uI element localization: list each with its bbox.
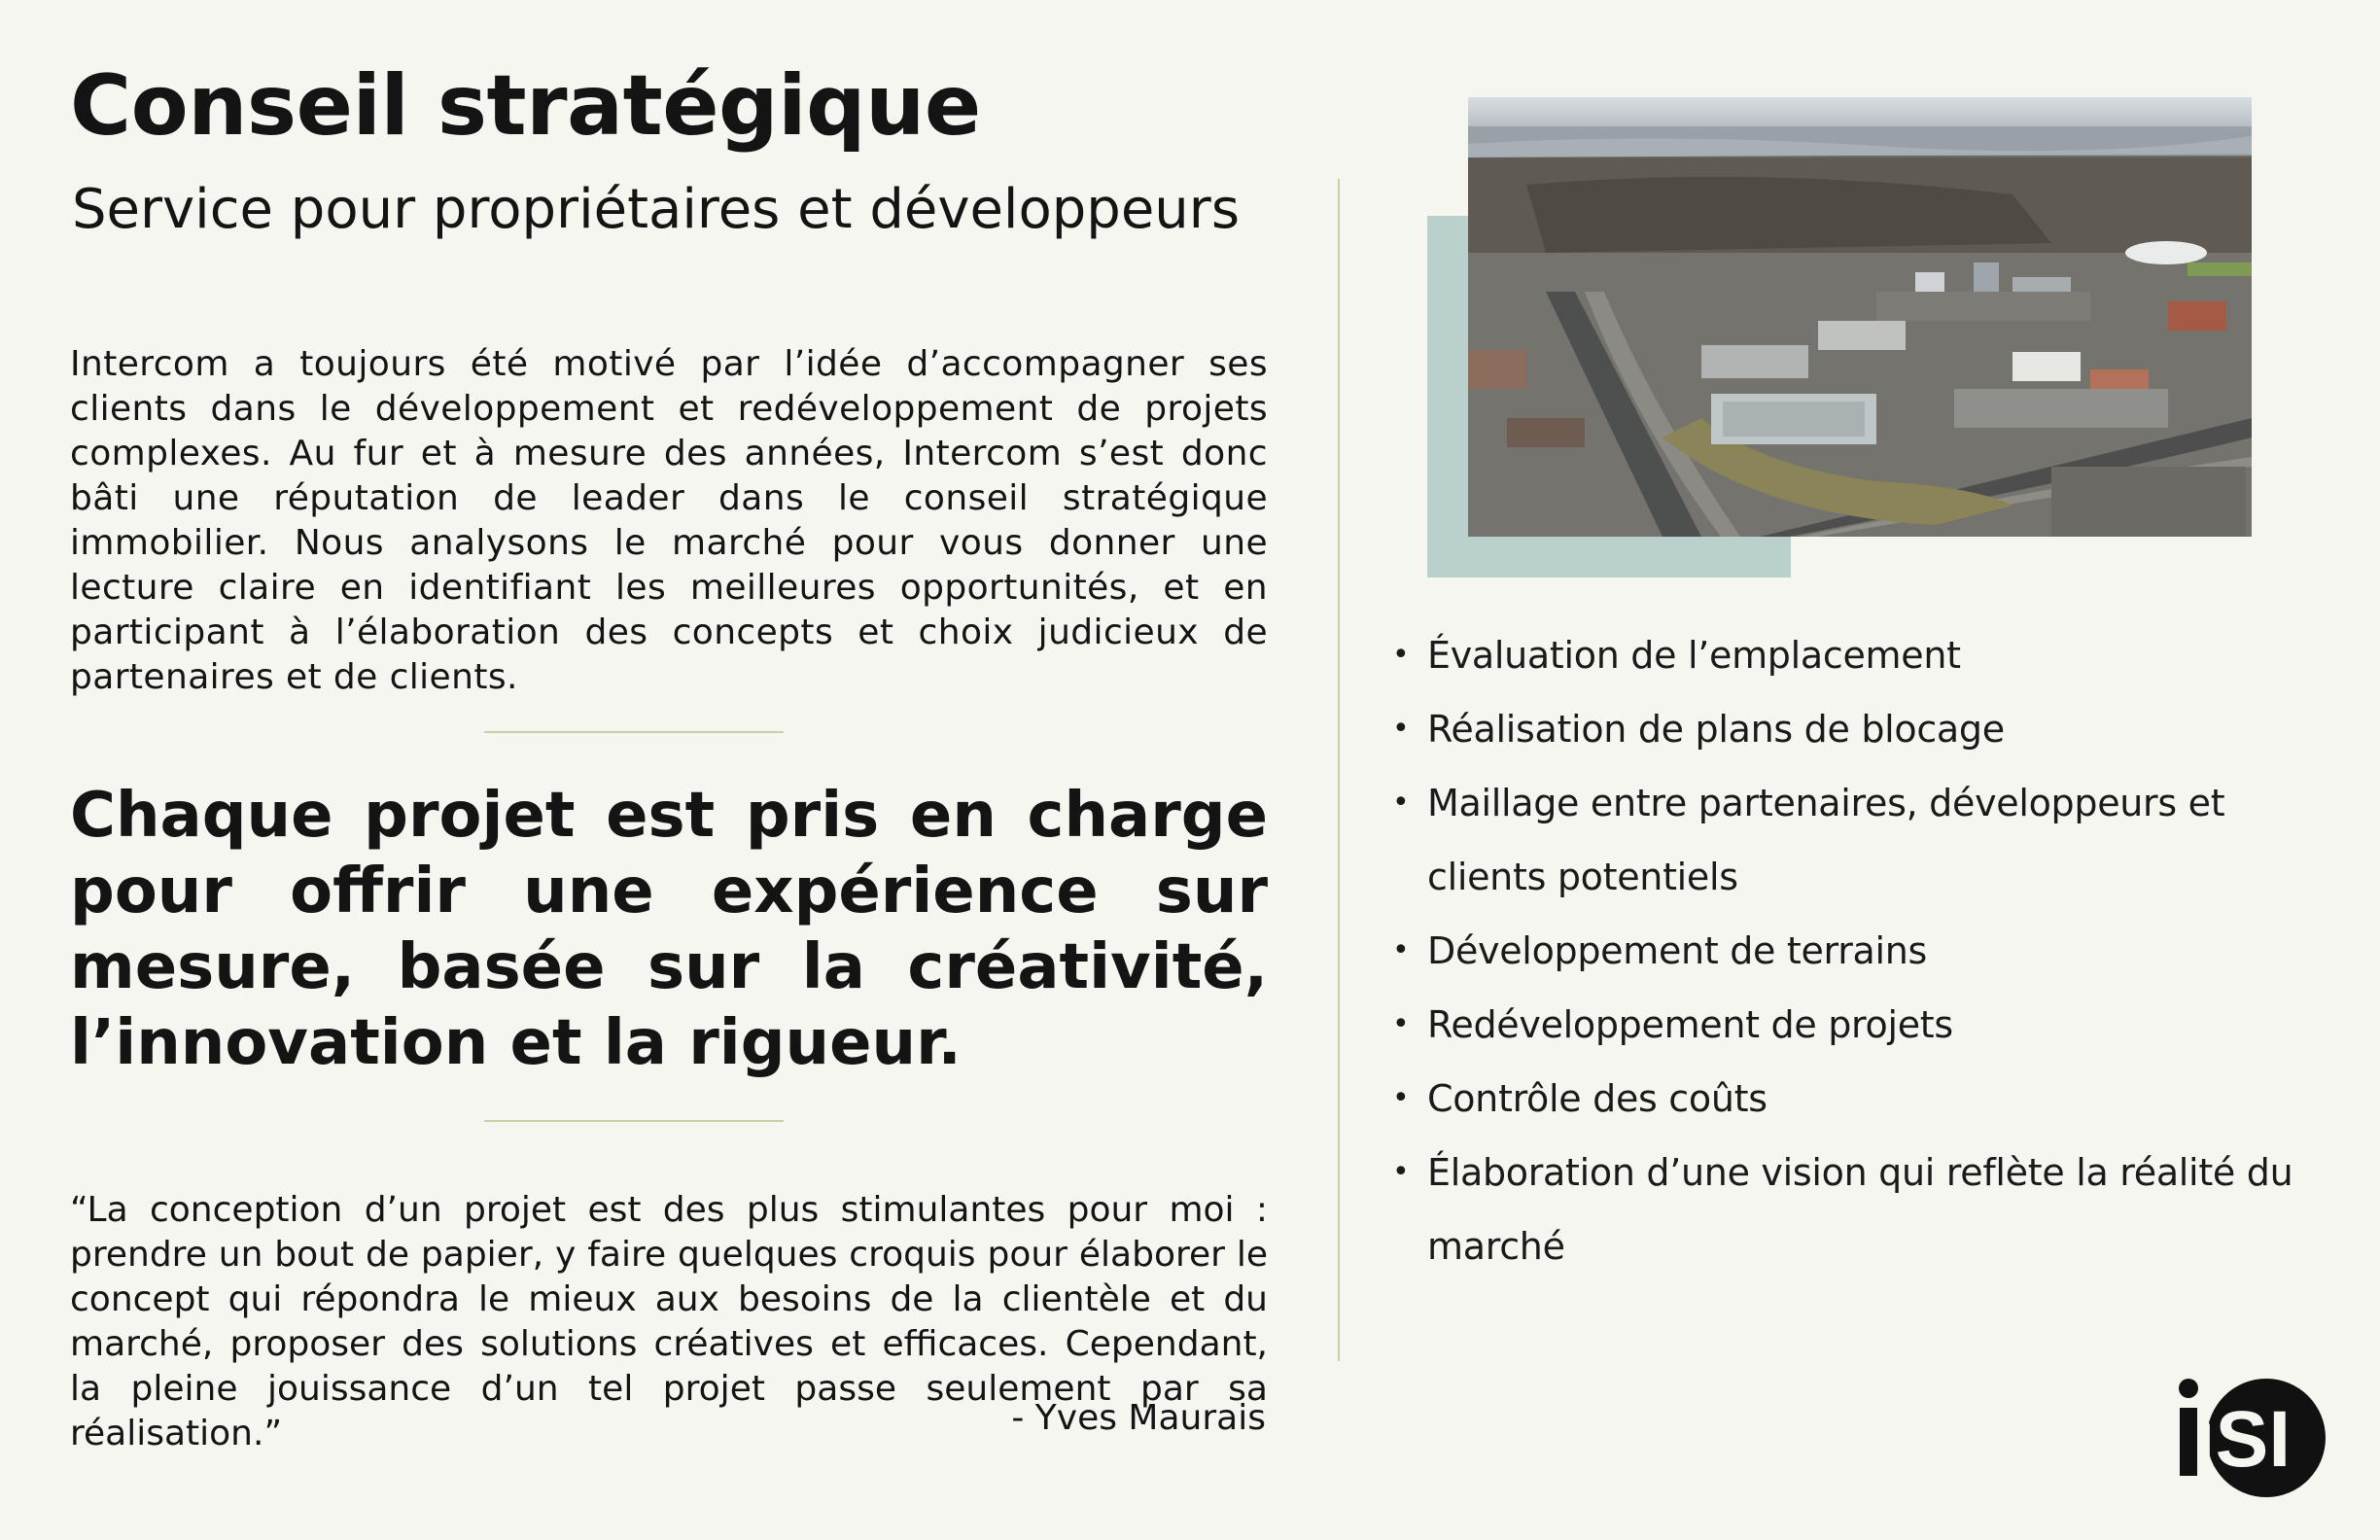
page-subtitle: Service pour propriétaires et développeurs (72, 178, 1240, 241)
testimonial-quote: “La conception d’un projet est des plus stimulantes pour moi : prendre un bout de papier, y faire quelques croquis pour élaborer le concept qui répondra le mieux aux besoins de la clientèle et du marché, proposer des solutions créatives et efficaces. Cependant, la pleine jouissance d’un tel projet passe seulement par sa réalisation.” (70, 1190, 1268, 1453)
service-item: • Développement de terrains (1392, 914, 2296, 988)
aerial-city-photo (1468, 97, 2252, 537)
column-separator (1338, 179, 1340, 1361)
isi-logo (2178, 1379, 2326, 1497)
service-item: • Évaluation de l’emplacement (1392, 618, 2296, 692)
svg-text:iSI: iSI (2192, 1395, 2292, 1484)
services-list (1392, 618, 2296, 1283)
service-item: • Contrôle des coûts (1392, 1062, 2296, 1136)
page-title: Conseil stratégique (70, 57, 981, 155)
quote-author: - Yves Maurais (1011, 1398, 1266, 1438)
intro-paragraph: Intercom a toujours été motivé par l’idée d’accompagner ses clients dans le développement et redéveloppement de projets complexes. Au fur et à mesure des années, Intercom s’est donc bâti une réputation de leader dans le conseil stratégique immobilier. Nous analysons le marché pour vous donner une lecture claire en identifiant les meilleures opportunités, et en participant à l’élaboration des concepts et choix judicieux de partenaires et de clients. (70, 344, 1268, 697)
divider-bottom (484, 1120, 784, 1122)
service-item: • Redéveloppement de projets (1392, 988, 2296, 1062)
service-item: • Élaboration d’une vision qui reflète la réalité du marché (1392, 1136, 2296, 1283)
highlight-statement: Chaque projet est pris en charge pour offrir une expérience sur mesure, basée sur la créativité, l’innovation et la rigueur. (70, 780, 1268, 1079)
service-item: • Maillage entre partenaires, développeurs et clients potentiels (1392, 766, 2296, 914)
service-item: • Réalisation de plans de blocage (1392, 692, 2296, 766)
divider-top (484, 731, 784, 733)
aerial-city-illustration (1468, 97, 2252, 537)
